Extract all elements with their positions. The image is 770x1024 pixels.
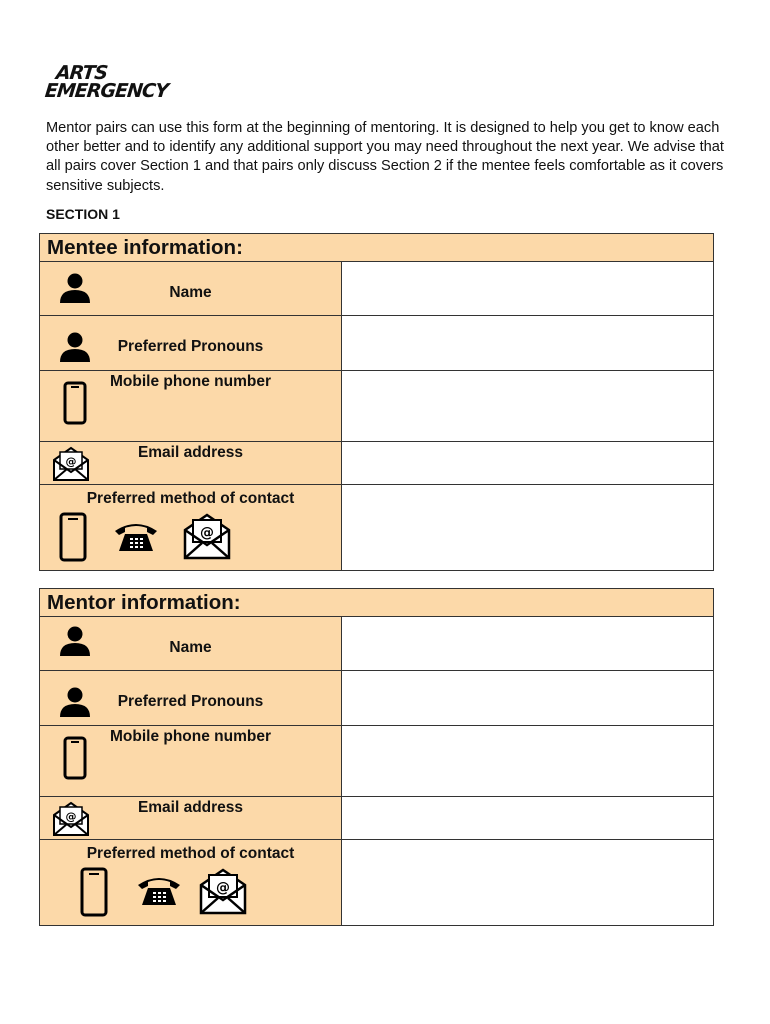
email-envelope-icon (199, 867, 247, 915)
mentee-phone-row (40, 371, 713, 442)
mentee-table-title: Mentee information: (40, 234, 713, 262)
mentee-email-row (40, 442, 713, 485)
mentee-phone-field[interactable] (342, 371, 713, 441)
section-title: SECTION 1 (46, 206, 120, 222)
mentee-contact-field[interactable] (342, 485, 713, 570)
mentor-pronouns-row (40, 671, 713, 726)
mentor-name-label: Name (169, 639, 212, 656)
mentor-contact-field[interactable] (342, 840, 713, 925)
mentee-pronouns-field[interactable] (342, 316, 713, 370)
mentor-name-field[interactable] (342, 617, 713, 670)
mentor-pronouns-label: Preferred Pronouns (117, 693, 264, 710)
mentor-phone-label: Mobile phone number (109, 728, 272, 745)
mentor-phone-row (40, 726, 713, 797)
telephone-icon (113, 521, 159, 553)
mentee-name-row (40, 262, 713, 316)
mentee-contact-row (40, 485, 713, 570)
mentee-name-label: Name (169, 284, 212, 301)
mentee-contact-label: Preferred method of contact (86, 490, 295, 507)
mentor-email-label: Email address (137, 799, 244, 816)
svg-text:@: @ (65, 455, 77, 468)
mentee-phone-label: Mobile phone number (109, 373, 272, 390)
svg-text:@: @ (216, 880, 230, 896)
mobile-phone-icon (80, 867, 108, 917)
mentee-email-label: Email address (137, 444, 244, 461)
mentee-email-field[interactable] (342, 442, 713, 484)
mentor-information-table (39, 588, 714, 926)
telephone-icon (136, 875, 182, 907)
mentee-pronouns-row (40, 316, 713, 371)
mentor-pronouns-field[interactable] (342, 671, 713, 725)
mentor-contact-row (40, 840, 713, 925)
svg-text:@: @ (65, 810, 77, 823)
mentor-phone-field[interactable] (342, 726, 713, 796)
svg-text:@: @ (200, 525, 214, 541)
intro-text: Mentor pairs can use this form at the beginning of mentoring. It is designed to help you get to know each other better and to identify any additional support you may need throughout the next year. We advise that all pairs cover Section 1 and that pairs only discuss Section 2 if the mentee feels comfortable as it covers sensitive subjects. (46, 120, 724, 194)
mentor-email-field[interactable] (342, 797, 713, 839)
mentor-email-row (40, 797, 713, 840)
mentor-contact-label: Preferred method of contact (86, 845, 295, 862)
mobile-phone-icon (59, 512, 87, 562)
arts-emergency-logo: ARTS EMERGENCY (43, 62, 169, 102)
mentee-information-table (39, 233, 714, 571)
mentor-name-row (40, 617, 713, 671)
email-envelope-icon (183, 512, 231, 560)
mentor-table-title: Mentor information: (40, 589, 713, 617)
mentee-pronouns-label: Preferred Pronouns (117, 338, 264, 355)
mentee-name-field[interactable] (342, 262, 713, 315)
